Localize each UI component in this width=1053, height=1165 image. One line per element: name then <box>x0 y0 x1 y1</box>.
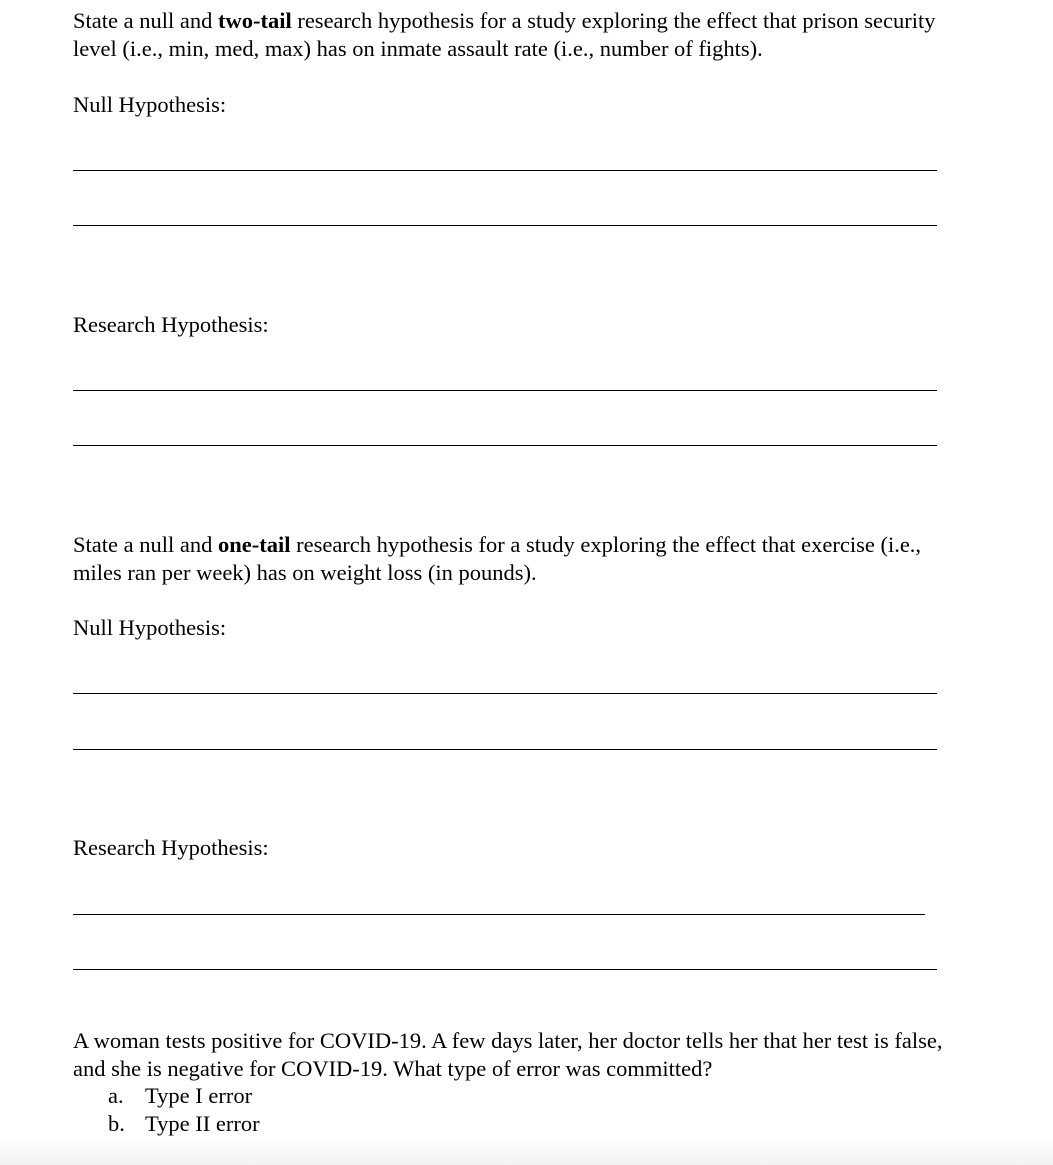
answer-line[interactable] <box>73 445 937 446</box>
question-2-text-end: research hypothesis for a study exploring the effect that exercise (i.e., <box>290 532 922 557</box>
page-bottom-shadow <box>0 1137 1053 1165</box>
option-letter: b. <box>108 1111 125 1136</box>
answer-line[interactable] <box>73 969 937 970</box>
research-hypothesis-label-1: Research Hypothesis: <box>73 312 269 337</box>
question-2-emphasis: one-tail <box>217 532 291 557</box>
option-text: Type I error <box>145 1083 253 1108</box>
question-2-text-start: State a null and <box>73 532 218 557</box>
answer-line[interactable] <box>73 693 937 694</box>
question-3-line-2: and she is negative for COVID-19. What type of error was committed? <box>73 1056 713 1081</box>
answer-line[interactable] <box>73 390 937 391</box>
question-2-line-2: miles ran per week) has on weight loss (in pounds). <box>73 560 537 585</box>
question-2-line-1 <box>73 531 921 559</box>
question-1-line-2: level (i.e., min, med, max) has on inmate assault rate (i.e., number of fights). <box>73 36 763 61</box>
question-1-text-end: research hypothesis for a study exploring the effect that prison security <box>291 8 936 33</box>
answer-line[interactable] <box>73 914 925 915</box>
null-hypothesis-label-1: Null Hypothesis: <box>73 92 227 117</box>
answer-line[interactable] <box>73 749 937 750</box>
research-hypothesis-label-2: Research Hypothesis: <box>73 835 269 860</box>
null-hypothesis-label-2: Null Hypothesis: <box>73 615 227 640</box>
option-letter: a. <box>108 1083 124 1108</box>
question-3-line-1: A woman tests positive for COVID-19. A few days later, her doctor tells her that her test is false, <box>73 1028 943 1053</box>
option-text: Type II error <box>145 1111 260 1136</box>
answer-line[interactable] <box>73 170 937 171</box>
question-1-emphasis: two-tail <box>217 8 292 33</box>
answer-line[interactable] <box>73 225 937 226</box>
question-1-text-start: State a null and <box>73 8 218 33</box>
question-1-line-1 <box>73 7 935 35</box>
